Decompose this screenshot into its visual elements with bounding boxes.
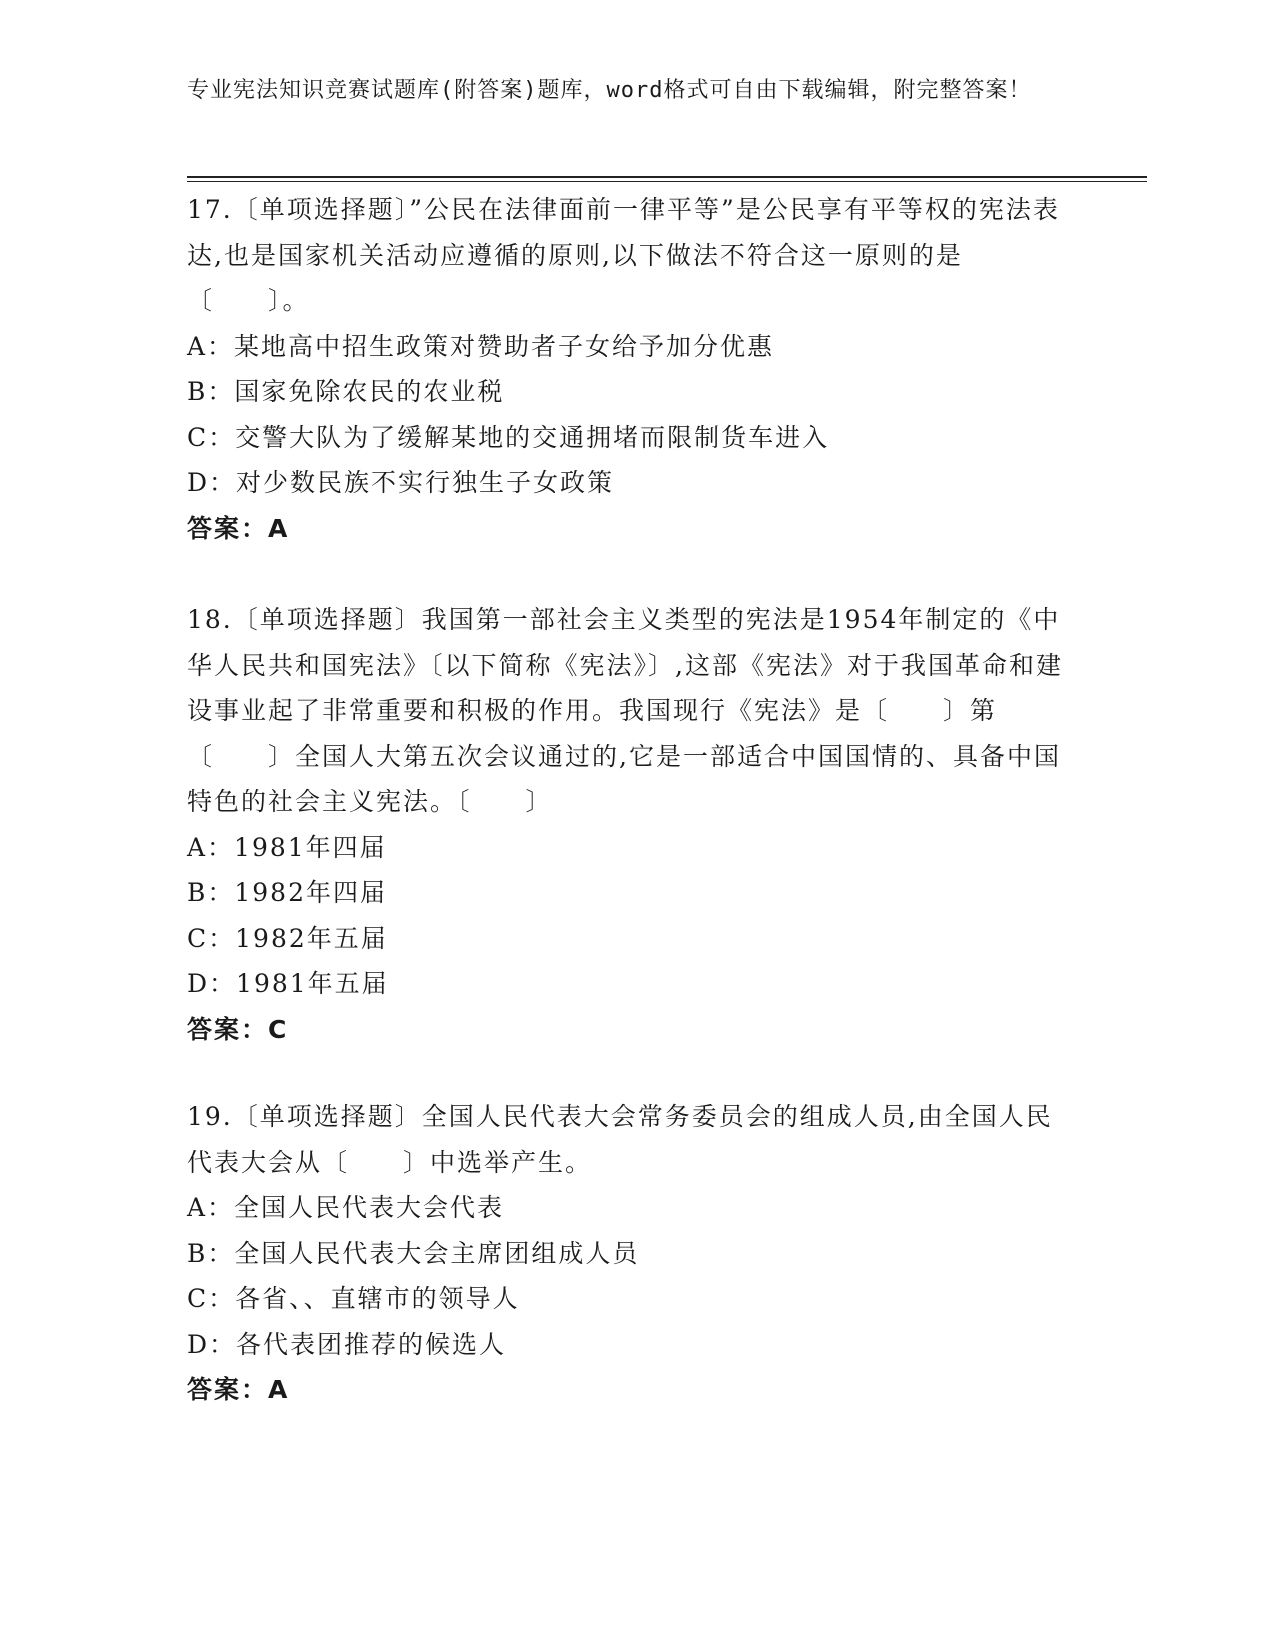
document-header: 专业宪法知识竞赛试题库(附答案)题库，word格式可自由下载编辑，附完整答案！ <box>187 78 1032 103</box>
answer: 答案：A <box>187 1375 290 1404</box>
answer: 答案：C <box>187 1014 289 1044</box>
option-d: D：各代表团推荐的候选人 <box>187 1329 507 1359</box>
question-stem: 19.〔单项选择题〕全国人民代表大会常务委员会的组成人员,由全国人民代表大会从〔 〕中选举产生。 <box>187 1102 1053 1177</box>
option-b: B：1982年四届 <box>187 878 387 907</box>
option-a: A：某地高中招生政策对赞助者子女给予加分优惠 <box>187 331 775 361</box>
question-stem: 18.〔单项选择题〕我国第一部社会主义类型的宪法是1954年制定的《中华人民共和国宪法》〔以下简称《宪法》〕,这部《宪法》对于我国革命和建设事业起了非常重要和积极的作用。我国现行《宪法》是〔 〕第〔 〕全国人大第五次会议通过的,它是一部适合中国国情的、具备中国特色的社会主义宪法。〔 〕 <box>187 605 1063 816</box>
question-17 <box>187 187 1067 551</box>
question-19 <box>187 1094 1067 1413</box>
option-d: D：1981年五届 <box>187 969 389 998</box>
option-a: A：1981年四届 <box>187 832 387 862</box>
option-b: B：国家免除农民的农业税 <box>187 377 505 406</box>
option-c: C：1982年五届 <box>187 923 388 953</box>
question-18 <box>187 597 1067 1052</box>
option-c: C：交警大队为了缓解某地的交通拥堵而限制货车进入 <box>187 422 830 452</box>
answer: 答案：A <box>187 513 290 543</box>
option-b: B：全国人民代表大会主席团组成人员 <box>187 1238 640 1268</box>
question-stem: 17.〔单项选择题〕”公民在法律面前一律平等”是公民享有平等权的宪法表达,也是国家机关活动应遵循的原则,以下做法不符合这一原则的是〔 〕。 <box>187 195 1060 315</box>
option-a: A：全国人民代表大会代表 <box>187 1193 505 1222</box>
header-divider <box>187 176 1147 182</box>
option-c: C：各省、、直辖市的领导人 <box>187 1284 520 1313</box>
option-d: D：对少数民族不实行独生子女政策 <box>187 468 615 497</box>
